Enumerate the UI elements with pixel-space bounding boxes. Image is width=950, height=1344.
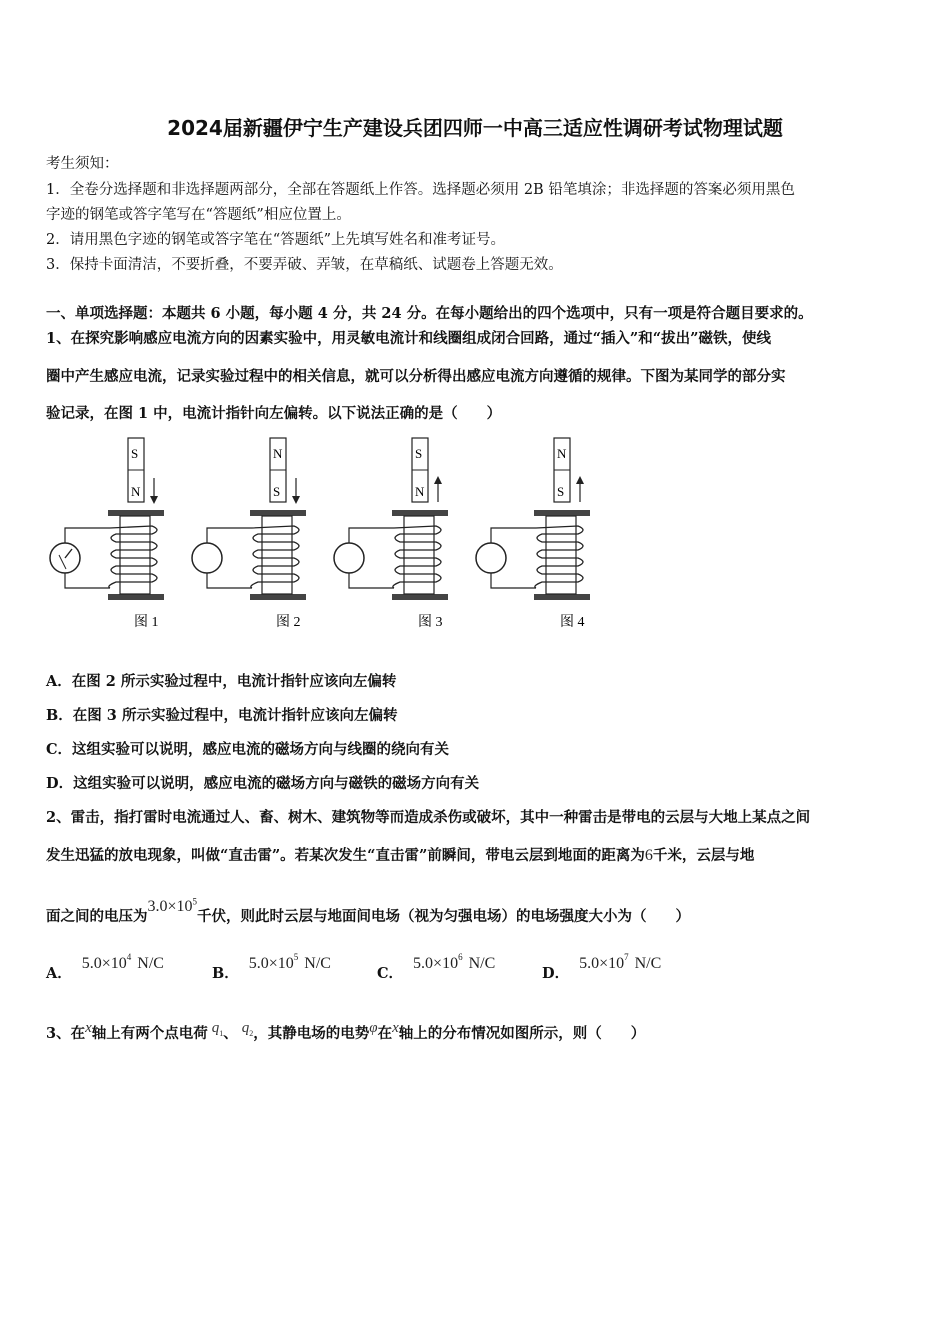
q2-line-3: 面之间的电压为$3.0\times 10^5$千伏，则此时云层与地面间电场（视为匀强电场）的电场强度大小为（ ） bbox=[46, 896, 691, 925]
fig1-caption: 图 1 bbox=[134, 615, 159, 630]
q3-q2-var: $q_2$ bbox=[241, 1020, 254, 1038]
figure-4 bbox=[476, 438, 590, 630]
q2-option-a: A．$5.0\times 10^4$ N/C bbox=[46, 952, 164, 982]
figure-1 bbox=[50, 438, 164, 630]
fig2-bottom-pole: S bbox=[273, 484, 281, 499]
q1-option-d: D．这组实验可以说明，感应电流的磁场方向与磁铁的磁场方向有关 bbox=[46, 775, 480, 792]
fig1-top-pole: S bbox=[131, 446, 139, 461]
notice-line-2: 2．请用黑色字迹的钢笔或答字笔在“答题纸”上先填写姓名和准考证号。 bbox=[46, 232, 506, 248]
q1-line-2: 圈中产生感应电流，记录实验过程中的相关信息，就可以分析得出感应电流方向遵循的规律。下图为某同学的部分实 bbox=[46, 368, 786, 385]
q2-option-d: D．$5.0\times 10^7$ N/C bbox=[542, 952, 662, 982]
fig2-caption: 图 2 bbox=[276, 615, 301, 630]
notice-line-3: 3．保持卡面清洁，不要折叠，不要弄破、弄皱，在草稿纸、试题卷上答题无效。 bbox=[46, 257, 563, 273]
q2-distance: 6 bbox=[644, 847, 653, 864]
fig3-caption: 图 3 bbox=[418, 615, 443, 630]
notice-heading: 考生须知： bbox=[46, 156, 119, 172]
q3-line: 3、在x轴上有两个点电荷 $q_1$、 $q_2$，其静电场的电势φ在x轴上的分布情况如图所示，则（ ） bbox=[46, 1020, 646, 1042]
figure-2 bbox=[192, 438, 306, 630]
fig4-caption: 图 4 bbox=[560, 615, 585, 630]
q3-phi-var: φ bbox=[369, 1020, 378, 1036]
fig2-top-pole: N bbox=[273, 446, 283, 461]
page-title: 2024届新疆伊宁生产建设兵团四师一中高三适应性调研考试物理试题 bbox=[167, 116, 783, 140]
figure-3 bbox=[334, 438, 448, 630]
q2-option-b: B．$5.0\times 10^5$ N/C bbox=[212, 952, 331, 982]
fig3-top-pole: S bbox=[415, 446, 423, 461]
q1-option-c: C．这组实验可以说明，感应电流的磁场方向与线圈的绕向有关 bbox=[46, 741, 450, 758]
q1-option-a: A．在图 2 所示实验过程中，电流计指针应该向左偏转 bbox=[46, 673, 397, 690]
q2-line-2: 发生迅猛的放电现象，叫做“直击雷”。若某次发生“直击雷”前瞬间，带电云层到地面的距离为6千米，云层与地 bbox=[46, 847, 755, 864]
q2-line-1: 2、雷击，指打雷时电流通过人、畜、树木、建筑物等而造成杀伤或破坏，其中一种雷击是带电的云层与大地上某点之间 bbox=[46, 809, 811, 826]
fig4-top-pole: N bbox=[557, 446, 567, 461]
fig4-bottom-pole: S bbox=[557, 484, 565, 499]
fig1-needle bbox=[65, 549, 72, 558]
q2-voltage: $3.0\times 10^5$ bbox=[147, 896, 198, 915]
q1-line-3: 验记录，在图 1 中，电流计指针向左偏转。以下说法正确的是（ ） bbox=[46, 405, 502, 422]
section-heading: 一、单项选择题：本题共 6 小题，每小题 4 分，共 24 分。在每小题给出的四个选项中，只有一项是符合题目要求的。 bbox=[46, 305, 813, 322]
q3-x-var-2: x bbox=[392, 1020, 399, 1036]
q1-figure-group bbox=[40, 430, 620, 635]
notice-line-1b: 字迹的钢笔或答字笔写在“答题纸”相应位置上。 bbox=[46, 207, 351, 223]
fig3-bottom-pole: N bbox=[415, 484, 425, 499]
q3-q1-var: $q_1$ bbox=[211, 1020, 224, 1038]
q2-option-c: C．$5.0\times 10^6$ N/C bbox=[377, 952, 496, 982]
fig1-bottom-pole: N bbox=[131, 484, 141, 499]
q3-x-var-1: x bbox=[85, 1020, 92, 1036]
q1-option-b: B．在图 3 所示实验过程中，电流计指针应该向左偏转 bbox=[46, 707, 398, 724]
notice-line-1a: 1．全卷分选择题和非选择题两部分，全部在答题纸上作答。选择题必须用 2B 铅笔填涂；非选择题的答案必须用黑色 bbox=[46, 182, 795, 198]
q1-line-1: 1、在探究影响感应电流方向的因素实验中，用灵敏电流计和线圈组成闭合回路，通过“插入”和“拔出”磁铁，使线 bbox=[46, 330, 771, 347]
